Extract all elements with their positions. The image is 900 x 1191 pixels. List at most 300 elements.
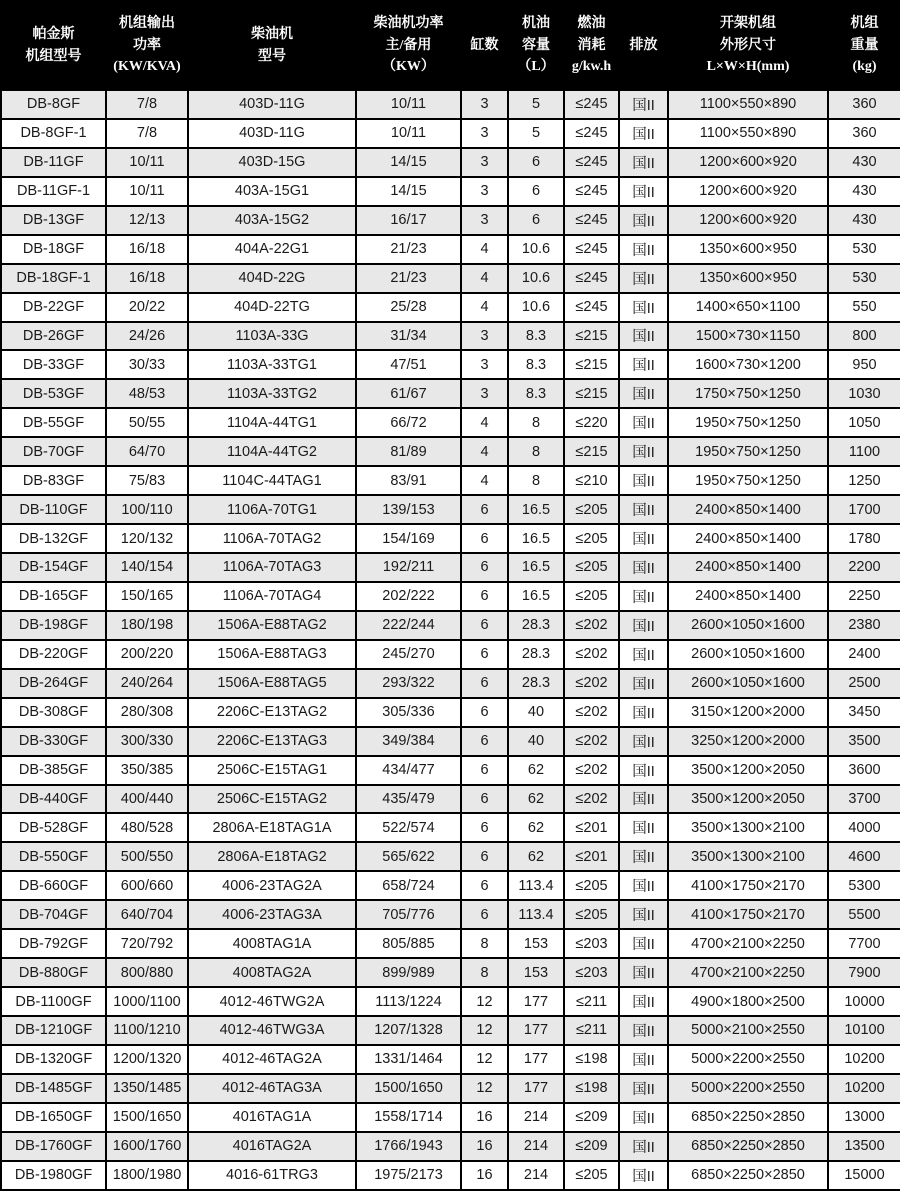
model-cell: DB-132GF bbox=[1, 524, 106, 553]
model-cell: DB-1760GF bbox=[1, 1132, 106, 1161]
oil-capacity-cell: 62 bbox=[508, 842, 564, 871]
weight-cell: 430 bbox=[828, 206, 900, 235]
table-row bbox=[1, 408, 900, 437]
oil-capacity-cell: 177 bbox=[508, 1016, 564, 1045]
engine-model-cell: 404D-22TG bbox=[188, 293, 356, 322]
oil-capacity-cell: 153 bbox=[508, 929, 564, 958]
emission-cell: 国II bbox=[619, 1161, 668, 1190]
output-power-cell: 24/26 bbox=[106, 322, 188, 351]
cylinders-cell: 16 bbox=[461, 1161, 508, 1190]
dimensions-cell: 1400×650×1100 bbox=[668, 293, 828, 322]
cylinders-cell: 4 bbox=[461, 437, 508, 466]
table-row bbox=[1, 871, 900, 900]
engine-model-cell: 1506A-E88TAG2 bbox=[188, 611, 356, 640]
table-row bbox=[1, 495, 900, 524]
engine-power-cell: 658/724 bbox=[356, 871, 461, 900]
fuel-consumption-cell: ≤202 bbox=[564, 669, 619, 698]
fuel-consumption-cell: ≤202 bbox=[564, 698, 619, 727]
output-power-cell: 280/308 bbox=[106, 698, 188, 727]
engine-model-cell: 4012-46TWG2A bbox=[188, 987, 356, 1016]
engine-model-cell: 404D-22G bbox=[188, 264, 356, 293]
model-cell: DB-1100GF bbox=[1, 987, 106, 1016]
weight-cell: 1100 bbox=[828, 437, 900, 466]
cylinders-cell: 6 bbox=[461, 553, 508, 582]
emission-cell: 国II bbox=[619, 437, 668, 466]
engine-model-cell: 4016-61TRG3 bbox=[188, 1161, 356, 1190]
dimensions-cell: 5000×2100×2550 bbox=[668, 1016, 828, 1045]
table-row bbox=[1, 466, 900, 495]
engine-power-cell: 1500/1650 bbox=[356, 1074, 461, 1103]
engine-power-cell: 192/211 bbox=[356, 553, 461, 582]
output-power-cell: 30/33 bbox=[106, 350, 188, 379]
model-cell: DB-83GF bbox=[1, 466, 106, 495]
model-cell: DB-13GF bbox=[1, 206, 106, 235]
dimensions-cell: 2600×1050×1600 bbox=[668, 669, 828, 698]
oil-capacity-cell: 214 bbox=[508, 1161, 564, 1190]
emission-cell: 国II bbox=[619, 582, 668, 611]
dimensions-cell: 2600×1050×1600 bbox=[668, 611, 828, 640]
oil-capacity-cell: 28.3 bbox=[508, 611, 564, 640]
emission-cell: 国II bbox=[619, 264, 668, 293]
engine-power-cell: 14/15 bbox=[356, 177, 461, 206]
weight-cell: 1030 bbox=[828, 379, 900, 408]
output-power-cell: 1350/1485 bbox=[106, 1074, 188, 1103]
table-row bbox=[1, 119, 900, 148]
model-cell: DB-792GF bbox=[1, 929, 106, 958]
output-power-cell: 180/198 bbox=[106, 611, 188, 640]
model-cell: DB-528GF bbox=[1, 813, 106, 842]
output-power-cell: 1200/1320 bbox=[106, 1045, 188, 1074]
table-header bbox=[1, 1, 900, 90]
dimensions-cell: 4100×1750×2170 bbox=[668, 871, 828, 900]
oil-capacity-cell: 214 bbox=[508, 1103, 564, 1132]
engine-power-cell: 434/477 bbox=[356, 756, 461, 785]
fuel-consumption-cell: ≤215 bbox=[564, 379, 619, 408]
table-row bbox=[1, 1045, 900, 1074]
cylinders-cell: 3 bbox=[461, 90, 508, 119]
table-row bbox=[1, 929, 900, 958]
model-cell: DB-26GF bbox=[1, 322, 106, 351]
model-cell: DB-264GF bbox=[1, 669, 106, 698]
col-header-weight: 机组 重量 (kg) bbox=[828, 1, 900, 90]
oil-capacity-cell: 10.6 bbox=[508, 264, 564, 293]
table-row bbox=[1, 1161, 900, 1190]
table-row bbox=[1, 524, 900, 553]
weight-cell: 430 bbox=[828, 148, 900, 177]
fuel-consumption-cell: ≤211 bbox=[564, 987, 619, 1016]
fuel-consumption-cell: ≤210 bbox=[564, 466, 619, 495]
weight-cell: 2200 bbox=[828, 553, 900, 582]
table-row bbox=[1, 90, 900, 119]
model-cell: DB-1980GF bbox=[1, 1161, 106, 1190]
output-power-cell: 640/704 bbox=[106, 900, 188, 929]
emission-cell: 国II bbox=[619, 813, 668, 842]
table-row bbox=[1, 1074, 900, 1103]
fuel-consumption-cell: ≤202 bbox=[564, 640, 619, 669]
weight-cell: 3450 bbox=[828, 698, 900, 727]
engine-model-cell: 1506A-E88TAG5 bbox=[188, 669, 356, 698]
weight-cell: 950 bbox=[828, 350, 900, 379]
model-cell: DB-11GF bbox=[1, 148, 106, 177]
engine-power-cell: 1766/1943 bbox=[356, 1132, 461, 1161]
engine-power-cell: 349/384 bbox=[356, 727, 461, 756]
engine-power-cell: 565/622 bbox=[356, 842, 461, 871]
oil-capacity-cell: 6 bbox=[508, 177, 564, 206]
output-power-cell: 240/264 bbox=[106, 669, 188, 698]
output-power-cell: 1000/1100 bbox=[106, 987, 188, 1016]
weight-cell: 7700 bbox=[828, 929, 900, 958]
emission-cell: 国II bbox=[619, 640, 668, 669]
engine-model-cell: 1104A-44TG2 bbox=[188, 437, 356, 466]
fuel-consumption-cell: ≤245 bbox=[564, 264, 619, 293]
dimensions-cell: 2600×1050×1600 bbox=[668, 640, 828, 669]
dimensions-cell: 3500×1300×2100 bbox=[668, 842, 828, 871]
oil-capacity-cell: 10.6 bbox=[508, 293, 564, 322]
cylinders-cell: 3 bbox=[461, 322, 508, 351]
engine-power-cell: 1975/2173 bbox=[356, 1161, 461, 1190]
oil-capacity-cell: 8 bbox=[508, 408, 564, 437]
weight-cell: 5500 bbox=[828, 900, 900, 929]
table-row bbox=[1, 235, 900, 264]
output-power-cell: 720/792 bbox=[106, 929, 188, 958]
output-power-cell: 16/18 bbox=[106, 235, 188, 264]
dimensions-cell: 5000×2200×2550 bbox=[668, 1045, 828, 1074]
output-power-cell: 600/660 bbox=[106, 871, 188, 900]
cylinders-cell: 6 bbox=[461, 842, 508, 871]
engine-model-cell: 403D-11G bbox=[188, 90, 356, 119]
output-power-cell: 140/154 bbox=[106, 553, 188, 582]
output-power-cell: 1600/1760 bbox=[106, 1132, 188, 1161]
cylinders-cell: 12 bbox=[461, 1074, 508, 1103]
weight-cell: 13000 bbox=[828, 1103, 900, 1132]
model-cell: DB-22GF bbox=[1, 293, 106, 322]
fuel-consumption-cell: ≤205 bbox=[564, 582, 619, 611]
dimensions-cell: 1100×550×890 bbox=[668, 90, 828, 119]
fuel-consumption-cell: ≤205 bbox=[564, 1161, 619, 1190]
emission-cell: 国II bbox=[619, 1103, 668, 1132]
cylinders-cell: 6 bbox=[461, 495, 508, 524]
engine-power-cell: 305/336 bbox=[356, 698, 461, 727]
fuel-consumption-cell: ≤202 bbox=[564, 785, 619, 814]
fuel-consumption-cell: ≤245 bbox=[564, 119, 619, 148]
table-row bbox=[1, 322, 900, 351]
emission-cell: 国II bbox=[619, 1074, 668, 1103]
engine-model-cell: 4012-46TAG3A bbox=[188, 1074, 356, 1103]
engine-power-cell: 21/23 bbox=[356, 235, 461, 264]
emission-cell: 国II bbox=[619, 842, 668, 871]
fuel-consumption-cell: ≤203 bbox=[564, 929, 619, 958]
col-header-engine-power: 柴油机功率 主/备用 （KW） bbox=[356, 1, 461, 90]
engine-power-cell: 222/244 bbox=[356, 611, 461, 640]
engine-model-cell: 1104A-44TG1 bbox=[188, 408, 356, 437]
dimensions-cell: 4700×2100×2250 bbox=[668, 929, 828, 958]
oil-capacity-cell: 8 bbox=[508, 466, 564, 495]
table-row bbox=[1, 379, 900, 408]
oil-capacity-cell: 5 bbox=[508, 90, 564, 119]
fuel-consumption-cell: ≤202 bbox=[564, 611, 619, 640]
engine-power-cell: 1113/1224 bbox=[356, 987, 461, 1016]
model-cell: DB-8GF bbox=[1, 90, 106, 119]
model-cell: DB-70GF bbox=[1, 437, 106, 466]
dimensions-cell: 1100×550×890 bbox=[668, 119, 828, 148]
cylinders-cell: 6 bbox=[461, 582, 508, 611]
engine-model-cell: 4006-23TAG3A bbox=[188, 900, 356, 929]
engine-power-cell: 66/72 bbox=[356, 408, 461, 437]
engine-power-cell: 47/51 bbox=[356, 350, 461, 379]
emission-cell: 国II bbox=[619, 756, 668, 785]
weight-cell: 5300 bbox=[828, 871, 900, 900]
emission-cell: 国II bbox=[619, 785, 668, 814]
output-power-cell: 12/13 bbox=[106, 206, 188, 235]
engine-power-cell: 25/28 bbox=[356, 293, 461, 322]
model-cell: DB-1210GF bbox=[1, 1016, 106, 1045]
cylinders-cell: 4 bbox=[461, 235, 508, 264]
table-row bbox=[1, 350, 900, 379]
oil-capacity-cell: 28.3 bbox=[508, 640, 564, 669]
model-cell: DB-11GF-1 bbox=[1, 177, 106, 206]
engine-power-cell: 10/11 bbox=[356, 119, 461, 148]
oil-capacity-cell: 8.3 bbox=[508, 379, 564, 408]
weight-cell: 3700 bbox=[828, 785, 900, 814]
engine-power-cell: 31/34 bbox=[356, 322, 461, 351]
output-power-cell: 500/550 bbox=[106, 842, 188, 871]
engine-power-cell: 293/322 bbox=[356, 669, 461, 698]
model-cell: DB-18GF bbox=[1, 235, 106, 264]
fuel-consumption-cell: ≤245 bbox=[564, 177, 619, 206]
fuel-consumption-cell: ≤205 bbox=[564, 495, 619, 524]
dimensions-cell: 1950×750×1250 bbox=[668, 466, 828, 495]
engine-model-cell: 404A-22G1 bbox=[188, 235, 356, 264]
fuel-consumption-cell: ≤220 bbox=[564, 408, 619, 437]
output-power-cell: 480/528 bbox=[106, 813, 188, 842]
weight-cell: 10200 bbox=[828, 1074, 900, 1103]
dimensions-cell: 4700×2100×2250 bbox=[668, 958, 828, 987]
header-row bbox=[1, 1, 900, 90]
table-row bbox=[1, 842, 900, 871]
weight-cell: 800 bbox=[828, 322, 900, 351]
model-cell: DB-1650GF bbox=[1, 1103, 106, 1132]
table-row bbox=[1, 1016, 900, 1045]
output-power-cell: 150/165 bbox=[106, 582, 188, 611]
engine-power-cell: 202/222 bbox=[356, 582, 461, 611]
dimensions-cell: 1750×750×1250 bbox=[668, 379, 828, 408]
oil-capacity-cell: 214 bbox=[508, 1132, 564, 1161]
output-power-cell: 300/330 bbox=[106, 727, 188, 756]
col-header-engine-model: 柴油机 型号 bbox=[188, 1, 356, 90]
emission-cell: 国II bbox=[619, 90, 668, 119]
engine-power-cell: 245/270 bbox=[356, 640, 461, 669]
emission-cell: 国II bbox=[619, 1132, 668, 1161]
model-cell: DB-704GF bbox=[1, 900, 106, 929]
dimensions-cell: 3500×1200×2050 bbox=[668, 756, 828, 785]
engine-power-cell: 899/989 bbox=[356, 958, 461, 987]
oil-capacity-cell: 6 bbox=[508, 148, 564, 177]
fuel-consumption-cell: ≤211 bbox=[564, 1016, 619, 1045]
oil-capacity-cell: 62 bbox=[508, 785, 564, 814]
engine-model-cell: 4016TAG1A bbox=[188, 1103, 356, 1132]
cylinders-cell: 6 bbox=[461, 524, 508, 553]
weight-cell: 10200 bbox=[828, 1045, 900, 1074]
engine-model-cell: 4012-46TWG3A bbox=[188, 1016, 356, 1045]
weight-cell: 2380 bbox=[828, 611, 900, 640]
oil-capacity-cell: 177 bbox=[508, 1045, 564, 1074]
fuel-consumption-cell: ≤215 bbox=[564, 437, 619, 466]
engine-model-cell: 2206C-E13TAG3 bbox=[188, 727, 356, 756]
fuel-consumption-cell: ≤215 bbox=[564, 350, 619, 379]
engine-model-cell: 403A-15G2 bbox=[188, 206, 356, 235]
model-cell: DB-55GF bbox=[1, 408, 106, 437]
emission-cell: 国II bbox=[619, 553, 668, 582]
engine-model-cell: 1103A-33G bbox=[188, 322, 356, 351]
oil-capacity-cell: 177 bbox=[508, 1074, 564, 1103]
dimensions-cell: 2400×850×1400 bbox=[668, 524, 828, 553]
weight-cell: 1050 bbox=[828, 408, 900, 437]
oil-capacity-cell: 113.4 bbox=[508, 900, 564, 929]
engine-power-cell: 139/153 bbox=[356, 495, 461, 524]
model-cell: DB-308GF bbox=[1, 698, 106, 727]
emission-cell: 国II bbox=[619, 206, 668, 235]
engine-model-cell: 1106A-70TAG2 bbox=[188, 524, 356, 553]
dimensions-cell: 4100×1750×2170 bbox=[668, 900, 828, 929]
output-power-cell: 1500/1650 bbox=[106, 1103, 188, 1132]
output-power-cell: 800/880 bbox=[106, 958, 188, 987]
engine-power-cell: 14/15 bbox=[356, 148, 461, 177]
fuel-consumption-cell: ≤245 bbox=[564, 293, 619, 322]
dimensions-cell: 3150×1200×2000 bbox=[668, 698, 828, 727]
cylinders-cell: 6 bbox=[461, 813, 508, 842]
engine-model-cell: 1506A-E88TAG3 bbox=[188, 640, 356, 669]
cylinders-cell: 3 bbox=[461, 206, 508, 235]
output-power-cell: 50/55 bbox=[106, 408, 188, 437]
model-cell: DB-18GF-1 bbox=[1, 264, 106, 293]
weight-cell: 10000 bbox=[828, 987, 900, 1016]
cylinders-cell: 3 bbox=[461, 119, 508, 148]
cylinders-cell: 12 bbox=[461, 1045, 508, 1074]
model-cell: DB-8GF-1 bbox=[1, 119, 106, 148]
cylinders-cell: 3 bbox=[461, 350, 508, 379]
output-power-cell: 120/132 bbox=[106, 524, 188, 553]
fuel-consumption-cell: ≤201 bbox=[564, 813, 619, 842]
model-cell: DB-550GF bbox=[1, 842, 106, 871]
output-power-cell: 10/11 bbox=[106, 177, 188, 206]
dimensions-cell: 2400×850×1400 bbox=[668, 553, 828, 582]
table-row bbox=[1, 958, 900, 987]
fuel-consumption-cell: ≤205 bbox=[564, 553, 619, 582]
emission-cell: 国II bbox=[619, 698, 668, 727]
oil-capacity-cell: 10.6 bbox=[508, 235, 564, 264]
engine-power-cell: 81/89 bbox=[356, 437, 461, 466]
weight-cell: 7900 bbox=[828, 958, 900, 987]
output-power-cell: 1100/1210 bbox=[106, 1016, 188, 1045]
emission-cell: 国II bbox=[619, 1016, 668, 1045]
oil-capacity-cell: 28.3 bbox=[508, 669, 564, 698]
emission-cell: 国II bbox=[619, 466, 668, 495]
emission-cell: 国II bbox=[619, 495, 668, 524]
engine-model-cell: 2806A-E18TAG1A bbox=[188, 813, 356, 842]
engine-model-cell: 4008TAG2A bbox=[188, 958, 356, 987]
engine-model-cell: 4016TAG2A bbox=[188, 1132, 356, 1161]
model-cell: DB-110GF bbox=[1, 495, 106, 524]
engine-power-cell: 83/91 bbox=[356, 466, 461, 495]
table-row bbox=[1, 1103, 900, 1132]
cylinders-cell: 4 bbox=[461, 408, 508, 437]
weight-cell: 1700 bbox=[828, 495, 900, 524]
dimensions-cell: 1350×600×950 bbox=[668, 235, 828, 264]
engine-model-cell: 1103A-33TG1 bbox=[188, 350, 356, 379]
table-row bbox=[1, 813, 900, 842]
oil-capacity-cell: 8.3 bbox=[508, 322, 564, 351]
emission-cell: 国II bbox=[619, 611, 668, 640]
output-power-cell: 10/11 bbox=[106, 148, 188, 177]
engine-model-cell: 2206C-E13TAG2 bbox=[188, 698, 356, 727]
fuel-consumption-cell: ≤202 bbox=[564, 727, 619, 756]
table-row bbox=[1, 727, 900, 756]
table-row bbox=[1, 293, 900, 322]
model-cell: DB-33GF bbox=[1, 350, 106, 379]
cylinders-cell: 6 bbox=[461, 698, 508, 727]
output-power-cell: 20/22 bbox=[106, 293, 188, 322]
engine-model-cell: 2506C-E15TAG2 bbox=[188, 785, 356, 814]
col-header-emission: 排放 bbox=[619, 1, 668, 90]
dimensions-cell: 1200×600×920 bbox=[668, 177, 828, 206]
cylinders-cell: 6 bbox=[461, 611, 508, 640]
dimensions-cell: 1200×600×920 bbox=[668, 206, 828, 235]
dimensions-cell: 1350×600×950 bbox=[668, 264, 828, 293]
model-cell: DB-1320GF bbox=[1, 1045, 106, 1074]
dimensions-cell: 3500×1200×2050 bbox=[668, 785, 828, 814]
table-row bbox=[1, 669, 900, 698]
output-power-cell: 400/440 bbox=[106, 785, 188, 814]
dimensions-cell: 6850×2250×2850 bbox=[668, 1161, 828, 1190]
weight-cell: 360 bbox=[828, 119, 900, 148]
table-row bbox=[1, 1132, 900, 1161]
oil-capacity-cell: 16.5 bbox=[508, 524, 564, 553]
dimensions-cell: 3250×1200×2000 bbox=[668, 727, 828, 756]
emission-cell: 国II bbox=[619, 177, 668, 206]
fuel-consumption-cell: ≤198 bbox=[564, 1074, 619, 1103]
cylinders-cell: 8 bbox=[461, 958, 508, 987]
cylinders-cell: 3 bbox=[461, 379, 508, 408]
fuel-consumption-cell: ≤201 bbox=[564, 842, 619, 871]
emission-cell: 国II bbox=[619, 958, 668, 987]
oil-capacity-cell: 6 bbox=[508, 206, 564, 235]
weight-cell: 13500 bbox=[828, 1132, 900, 1161]
output-power-cell: 16/18 bbox=[106, 264, 188, 293]
fuel-consumption-cell: ≤205 bbox=[564, 524, 619, 553]
col-header-oil-capacity: 机油 容量 （L） bbox=[508, 1, 564, 90]
model-cell: DB-220GF bbox=[1, 640, 106, 669]
engine-power-cell: 1558/1714 bbox=[356, 1103, 461, 1132]
table-row bbox=[1, 785, 900, 814]
engine-model-cell: 2806A-E18TAG2 bbox=[188, 842, 356, 871]
emission-cell: 国II bbox=[619, 871, 668, 900]
table-row bbox=[1, 987, 900, 1016]
fuel-consumption-cell: ≤209 bbox=[564, 1103, 619, 1132]
fuel-consumption-cell: ≤209 bbox=[564, 1132, 619, 1161]
fuel-consumption-cell: ≤202 bbox=[564, 756, 619, 785]
weight-cell: 1250 bbox=[828, 466, 900, 495]
dimensions-cell: 6850×2250×2850 bbox=[668, 1103, 828, 1132]
engine-model-cell: 403D-15G bbox=[188, 148, 356, 177]
engine-power-cell: 61/67 bbox=[356, 379, 461, 408]
fuel-consumption-cell: ≤245 bbox=[564, 235, 619, 264]
fuel-consumption-cell: ≤215 bbox=[564, 322, 619, 351]
dimensions-cell: 1600×730×1200 bbox=[668, 350, 828, 379]
emission-cell: 国II bbox=[619, 929, 668, 958]
fuel-consumption-cell: ≤245 bbox=[564, 90, 619, 119]
model-cell: DB-440GF bbox=[1, 785, 106, 814]
cylinders-cell: 6 bbox=[461, 785, 508, 814]
